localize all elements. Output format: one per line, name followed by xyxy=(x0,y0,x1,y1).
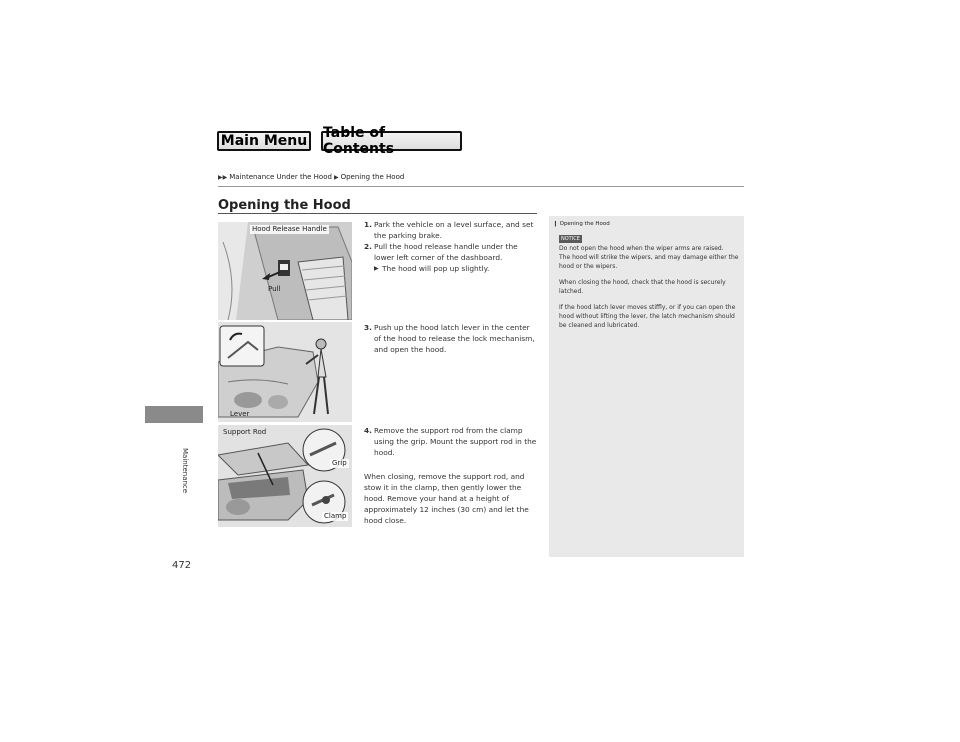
step-number: 4. xyxy=(364,426,372,435)
notes-sidebar xyxy=(549,216,744,557)
sidebar-text xyxy=(559,244,739,337)
figure-label: Lever xyxy=(230,410,250,418)
closing-instructions: When closing, remove the support rod, and stow it in the clamp, then gently lower the hood. Remove your hand at a height of approximately 12 inches (30 cm) and let the hood close. xyxy=(364,472,529,525)
figure-label: Pull xyxy=(268,285,281,293)
dashboard-drawing xyxy=(218,222,352,320)
chapter-label: Maintenance xyxy=(181,448,189,494)
sidebar-paragraph: Do not open the hood when the wiper arms are raised. The hood will strike the wipers, and may damage either the hood or the wipers. xyxy=(559,245,739,270)
page-number: 472 xyxy=(172,560,192,571)
hood-release-handle-illustration xyxy=(218,222,352,320)
table-of-contents-button[interactable]: Table of Contents xyxy=(321,131,462,151)
title-underline xyxy=(218,213,537,214)
breadcrumb-arrow-icon: ▶▶ xyxy=(218,173,228,181)
breadcrumb xyxy=(218,173,404,181)
car-front-drawing xyxy=(218,322,352,422)
step-text: Remove the support rod from the clamp using the grip. Mount the support rod in the hood. xyxy=(374,426,537,457)
sidebar-paragraph: When closing the hood, check that the hood is securely latched. xyxy=(559,279,726,295)
step-number: 2. xyxy=(364,242,372,251)
step-number: 3. xyxy=(364,323,372,332)
step-item xyxy=(364,219,539,241)
note-marker-icon: ❙ xyxy=(553,221,558,227)
figure-label: Support Rod xyxy=(223,428,267,436)
sidebar-paragraph: If the hood latch lever moves stiffly, or if you can open the hood without lifting the lever, the latch mechanism should be cleaned and lubricated. xyxy=(559,304,736,329)
header-divider xyxy=(218,186,744,187)
step-text: Park the vehicle on a level surface, and set the parking brake. xyxy=(374,220,534,240)
step-result xyxy=(364,263,539,274)
breadcrumb-arrow-icon: ▶ xyxy=(333,173,339,181)
sidebar-heading-text: Opening the Hood xyxy=(559,221,610,227)
result-arrow-icon: ▶ xyxy=(374,265,379,272)
page-title: Opening the Hood xyxy=(218,198,351,213)
main-menu-button[interactable]: Main Menu xyxy=(217,131,311,151)
figure-label: Grip xyxy=(332,459,347,467)
figure-label: Hood Release Handle xyxy=(252,225,327,233)
figure-label: Clamp xyxy=(324,512,347,520)
steps-group xyxy=(364,425,539,458)
support-rod-illustration xyxy=(218,425,352,527)
breadcrumb-page: Opening the Hood xyxy=(340,173,405,181)
step-item xyxy=(364,241,539,263)
step-text: Pull the hood release handle under the lower left corner of the dashboard. xyxy=(374,242,518,262)
step-item xyxy=(364,322,539,355)
chapter-tab xyxy=(145,406,203,423)
breadcrumb-section[interactable]: Maintenance Under the Hood xyxy=(229,173,332,181)
notice-badge: NOTICE xyxy=(561,236,580,242)
step-number: 1. xyxy=(364,220,372,229)
steps-group xyxy=(364,219,539,274)
sidebar-heading xyxy=(553,221,610,227)
hood-latch-lever-illustration xyxy=(218,322,352,422)
step-result-text: The hood will pop up slightly. xyxy=(382,264,490,273)
steps-group xyxy=(364,322,539,355)
step-item xyxy=(364,425,539,458)
step-text: Push up the hood latch lever in the center of the hood to release the lock mechanism, and open the hood. xyxy=(374,323,535,354)
